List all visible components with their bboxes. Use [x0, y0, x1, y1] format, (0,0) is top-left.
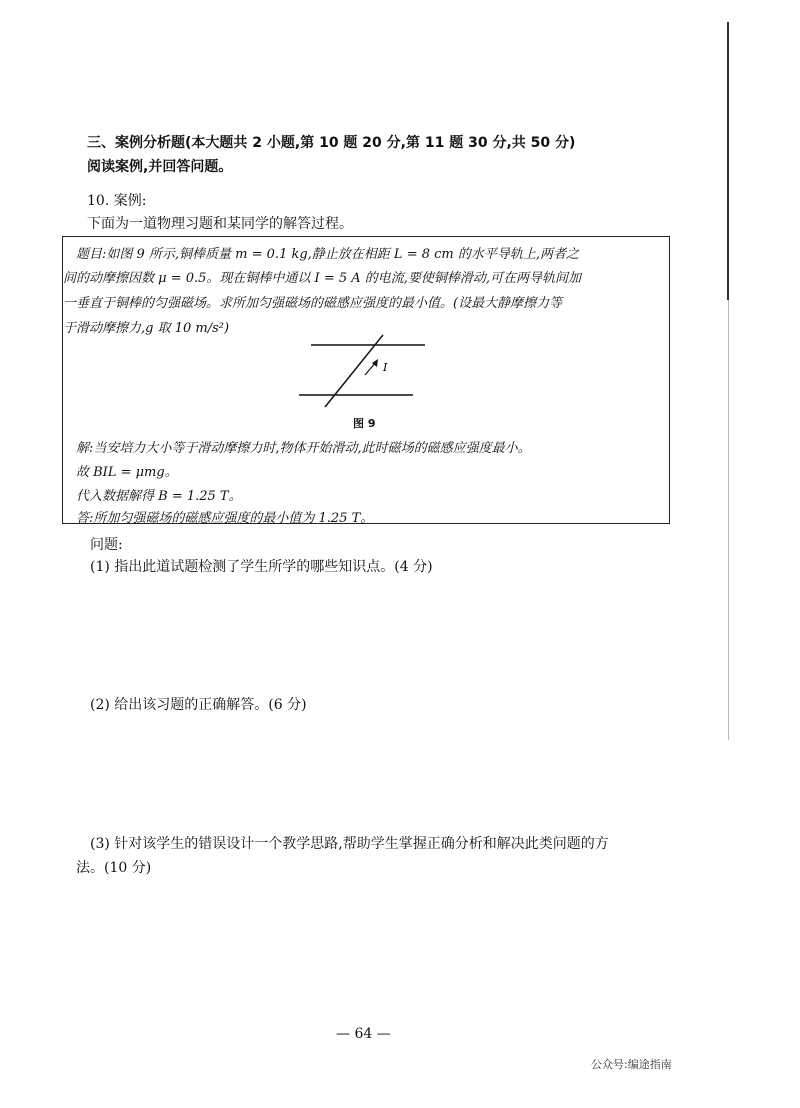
question-3-line-1: (3) 针对该学生的错误设计一个教学思路,帮助学生掌握正确分析和解决此类问题的方	[90, 836, 609, 852]
figure-caption: 图 9	[353, 417, 376, 430]
page-edge-line	[727, 22, 729, 300]
questions-label: 问题:	[90, 537, 123, 553]
case-box	[62, 236, 670, 524]
solution-line-4: 答:所加匀强磁场的磁感应强度的最小值为 1.25 T。	[76, 511, 374, 526]
solution-line-2: 故 BIL = μmg。	[76, 465, 178, 480]
current-label: I	[383, 361, 388, 374]
problem-line-4: 于滑动摩擦力,g 取 10 m/s²)	[63, 321, 230, 336]
section-instruction: 阅读案例,并回答问题。	[87, 159, 233, 175]
solution-line-1: 解:当安培力大小等于滑动摩擦力时,物体开始滑动,此时磁场的磁感应强度最小。	[76, 441, 531, 456]
page-number: — 64 —	[336, 1026, 391, 1042]
question-2: (2) 给出该习题的正确解答。(6 分)	[90, 697, 307, 713]
problem-line-2: 间的动摩擦因数 μ = 0.5。现在铜棒中通以 I = 5 A 的电流,要使铜棒滑动,可在两导轨间加	[63, 271, 582, 286]
footer-watermark: 公众号:编途指南	[591, 1058, 672, 1071]
question-3-line-2: 法。(10 分)	[76, 860, 152, 876]
case-intro: 下面为一道物理习题和某同学的解答过程。	[87, 216, 353, 232]
solution-line-3: 代入数据解得 B = 1.25 T。	[76, 489, 242, 504]
copper-rod	[325, 335, 383, 407]
figure-9-diagram	[293, 329, 433, 419]
page-edge-line-faint	[728, 300, 729, 740]
question-number: 10. 案例:	[87, 193, 147, 209]
section-title: 三、案例分析题(本大题共 2 小题,第 10 题 20 分,第 11 题 30 分,共 50 分)	[87, 135, 576, 151]
problem-line-3: 一垂直于铜棒的匀强磁场。求所加匀强磁场的磁感应强度的最小值。(设最大静摩擦力等	[63, 296, 563, 311]
question-1: (1) 指出此道试题检测了学生所学的哪些知识点。(4 分)	[90, 559, 433, 575]
problem-line-1: 题目:如图 9 所示,铜棒质量 m = 0.1 kg,静止放在相距 L = 8 cm 的水平导轨上,两者之	[76, 247, 580, 262]
